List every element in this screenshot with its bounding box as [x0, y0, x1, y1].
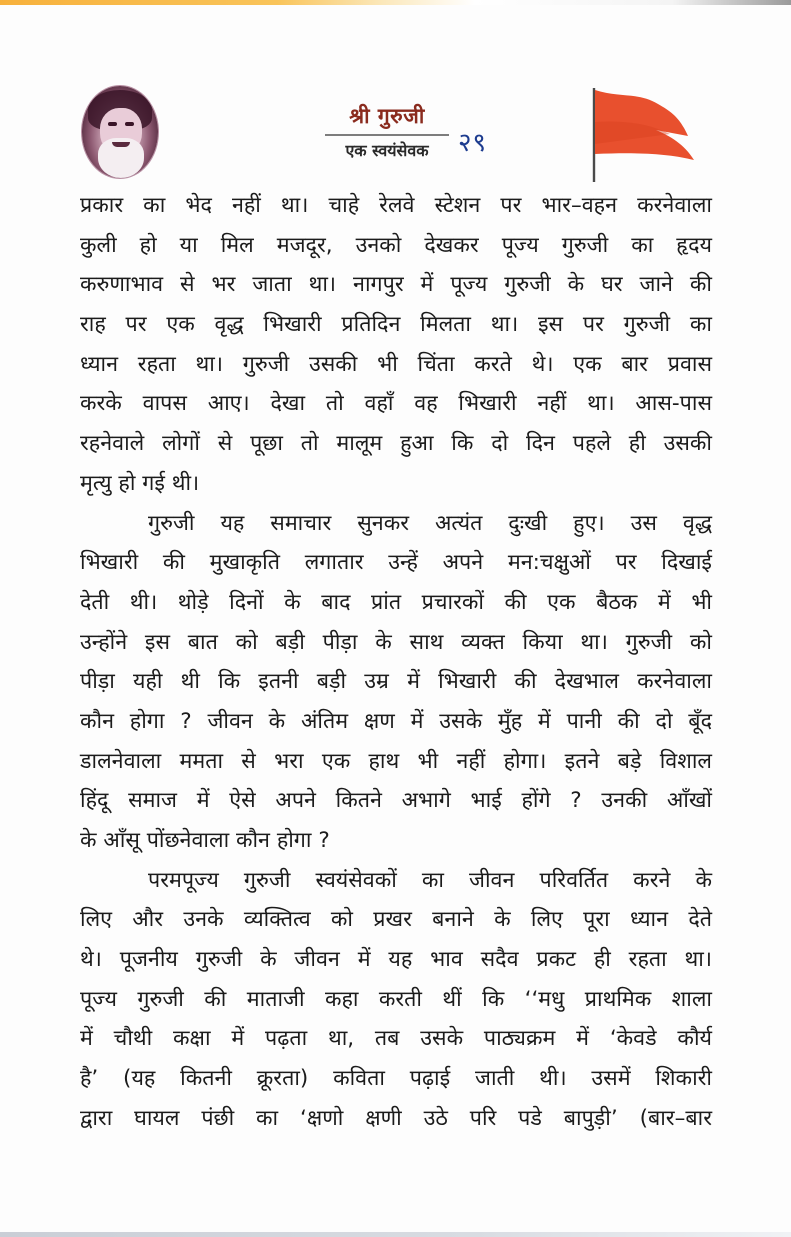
- text-line: कुली हो या मिल मजदूर, उनको देखकर पूज्य गुरुजी का हृदय: [80, 232, 712, 258]
- text-line: द्वारा घायल पंछी का ‘क्षणो क्षणी उठे परि पडे बापुड़ी’ (बार–बार: [80, 1105, 712, 1131]
- text-line: लिए और उनके व्यक्तित्व को प्रखर बनाने के लिए पूरा ध्यान देते: [80, 907, 712, 933]
- portrait-mouth: [112, 142, 130, 147]
- title-divider: [325, 134, 449, 136]
- text-line: राह पर एक वृद्ध भिखारी प्रतिदिन मिलता था। इस पर गुरुजी का: [80, 312, 712, 338]
- text-line: पीड़ा यही थी कि इतनी बड़ी उम्र में भिखारी की देखभाल करनेवाला: [80, 669, 712, 695]
- text-line: परमपूज्य गुरुजी स्वयंसेवकों का जीवन परिवर्तित करने के: [148, 867, 712, 893]
- page-number: २९: [458, 128, 488, 158]
- text-line: प्रकार का भेद नहीं था। चाहे रेलवे स्टेशन पर भार–वहन करनेवाला: [80, 193, 712, 218]
- text-line: रहनेवाले लोगों से पूछा तो मालूम हुआ कि दो दिन पहले ही उसकी: [80, 431, 712, 457]
- text-line: देती थी। थोड़े दिनों के बाद प्रांत प्रचारकों की एक बैठक में भी: [80, 589, 712, 615]
- text-line: कौन होगा ? जीवन के अंतिम क्षण में उसके मुँह में पानी की दो बूँद: [80, 708, 712, 734]
- bottom-edge-strip: [0, 1232, 791, 1237]
- text-line: डालनेवाला ममता से भरा एक हाथ भी नहीं होगा। इतने बड़े विशाल: [80, 748, 712, 774]
- portrait-eye: [108, 122, 117, 126]
- running-header: [322, 102, 452, 162]
- text-line: है’ (यह कितनी क्रूरता) कविता पढ़ाई जाती थी। उसमें शिकारी: [80, 1066, 712, 1092]
- text-line: थे। पूजनीय गुरुजी के जीवन में यह भाव सदैव प्रकट ही रहता था।: [80, 947, 712, 973]
- text-line: गुरुजी यह समाचार सुनकर अत्यंत दुःखी हुए। उस वृद्ध: [148, 510, 712, 536]
- book-title: श्री गुरुजी: [349, 104, 425, 128]
- portrait-image: [82, 86, 158, 178]
- text-line: मृत्यु हो गई थी।: [80, 470, 200, 496]
- text-line: उन्होंने इस बात को बड़ी पीड़ा के साथ व्यक्त किया था। गुरुजी को: [80, 629, 712, 655]
- page-body-text: [80, 186, 712, 1139]
- saffron-flag-icon: [580, 84, 705, 184]
- text-line: के आँसू पोंछनेवाला कौन होगा ?: [80, 828, 330, 853]
- text-line: में चौथी कक्षा में पढ़ता था, तब उसके पाठ्यक्रम में ‘केवडे कौर्य: [80, 1026, 712, 1052]
- text-line: पूज्य गुरुजी की माताजी कहा करती थीं कि ‘‘मधु प्राथमिक शाला: [80, 986, 712, 1012]
- text-line: भिखारी की मुखाकृति लगातार उन्हें अपने मन:चक्षुओं पर दिखाई: [80, 550, 712, 576]
- text-line: करुणाभाव से भर जाता था। नागपुर में पूज्य गुरुजी के घर जाने की: [80, 272, 712, 298]
- book-subtitle: एक स्वयंसेवक: [345, 141, 429, 160]
- top-edge-strip: [0, 0, 791, 5]
- portrait-eye: [125, 122, 134, 126]
- text-line: करके वापस आए। देखा तो वहाँ वह भिखारी नहीं था। आस-पास: [80, 391, 712, 417]
- text-line: ध्यान रहता था। गुरुजी उसकी भी चिंता करते थे। एक बार प्रवास: [80, 351, 712, 377]
- text-line: हिंदू समाज में ऐसे अपने कितने अभागे भाई होंगे ? उनकी आँखों: [80, 788, 712, 814]
